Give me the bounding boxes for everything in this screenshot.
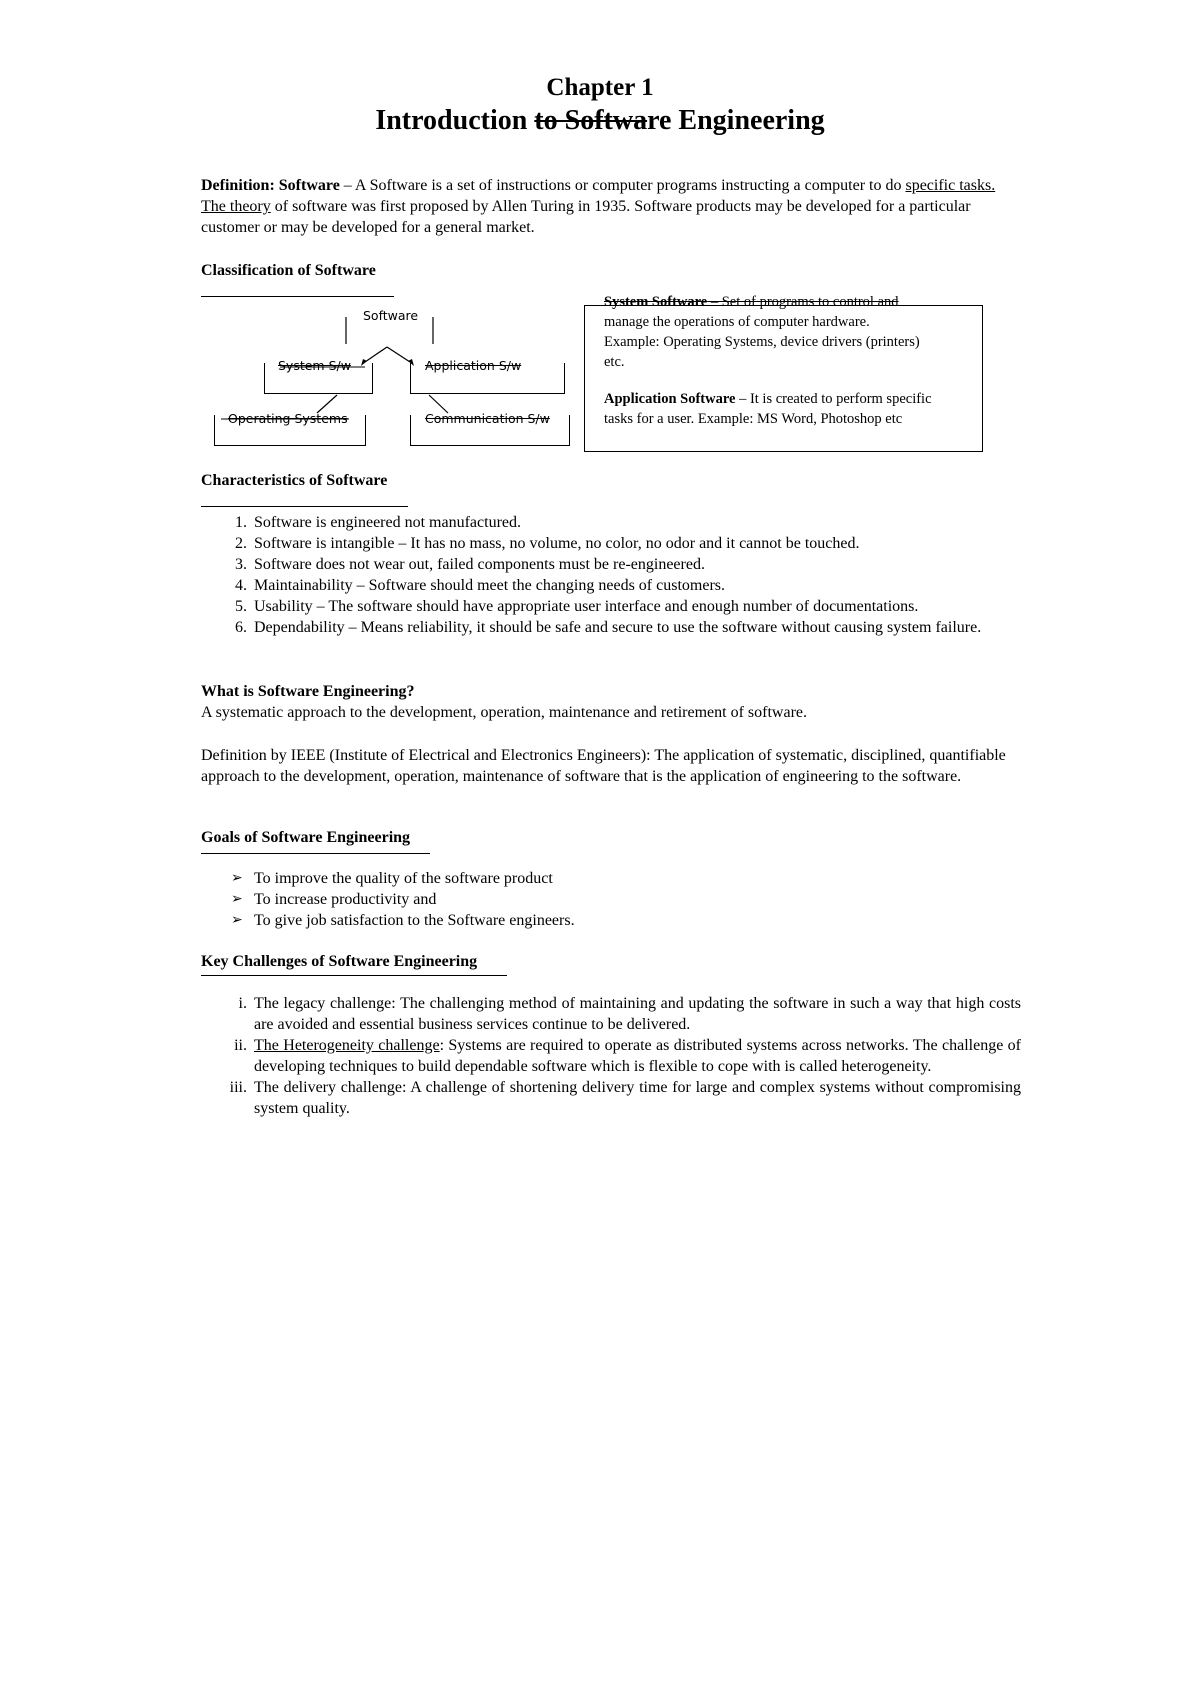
application-software-label: Application Software (604, 391, 736, 407)
list-item (201, 993, 1021, 1035)
software-types-text (604, 292, 982, 429)
system-software-line-3: Example: Operating Systems, device drivers (printers) (604, 334, 920, 350)
system-software-label: System Software (604, 294, 708, 310)
title-part-1: Introduction (375, 105, 535, 136)
list-item (201, 575, 1021, 596)
list-item-number: i. (238, 995, 247, 1012)
list-item (201, 533, 1021, 554)
what-is-heading: What is Software Engineering? (201, 683, 415, 700)
system-software-text: – Set of programs to control and (707, 294, 899, 310)
list-item-number: 5. (235, 598, 247, 615)
list-item-number: 4. (235, 577, 247, 594)
list-item (201, 512, 1021, 533)
list-item (201, 868, 1021, 889)
list-item-text: To give job satisfaction to the Software engineers. (254, 912, 575, 929)
ieee-definition: Definition by IEEE (Institute of Electrical and Electronics Engineers): The application of systematic, disciplined, quantifiable approach to the development, operation, maintenance of software that is the application of engineering to the software. (201, 747, 1006, 785)
list-item-underlined: The Heterogeneity challenge (254, 1037, 440, 1054)
list-item-number: 3. (235, 556, 247, 573)
arrow-bullet-icon: ➢ (231, 871, 243, 886)
list-item-text: Software is engineered not manufactured. (254, 514, 522, 531)
list-item-text: : Systems are required to operate as distributed systems across networks. The challenge of developing techniques to build dependable software which is flexible to cope with is called heterogeneity. (254, 1037, 1022, 1075)
definition-text-2: of software was first proposed by Allen Turing in 1935. Software products may be developed for a particular customer or may be developed for a general market. (201, 198, 971, 236)
list-item-number: iii. (229, 1079, 247, 1096)
goals-heading: Goals of Software Engineering (201, 829, 411, 846)
list-item (201, 554, 1021, 575)
communication-sw-label: Communication S/w (425, 411, 550, 426)
list-item (201, 1077, 1021, 1119)
system-software-line-2: manage the operations of computer hardware. (604, 314, 870, 330)
challenges-heading: Key Challenges of Software Engineering (201, 953, 478, 970)
challenges-rule (201, 975, 507, 976)
classification-heading: Classification of Software (201, 262, 376, 279)
title-part-3: re Engineering (647, 105, 825, 136)
system-software-line (604, 292, 982, 312)
list-item-text: To increase productivity and (254, 891, 437, 908)
application-software-line (604, 389, 982, 409)
application-software-line-2: tasks for a user. Example: MS Word, Photoshop etc (604, 411, 903, 427)
characteristics-list (201, 512, 1021, 638)
definition-paragraph (201, 175, 1021, 238)
arrow-bullet-icon: ➢ (231, 892, 243, 907)
system-software-line-4: etc. (604, 354, 625, 370)
arrow-bullet-icon: ➢ (231, 913, 243, 928)
chapter-label: Chapter 1 (546, 74, 654, 101)
list-item (201, 596, 1021, 617)
list-item-text: To improve the quality of the software product (254, 870, 553, 887)
application-software-text: – It is created to perform specific (735, 391, 932, 407)
list-item-text: The legacy challenge: The challenging method of maintaining and updating the software in such a way that high costs are avoided and essential business services continue to be delivered. (254, 995, 1021, 1033)
characteristics-heading: Characteristics of Software (201, 472, 388, 489)
definition-underlined: specific tasks. The theory (201, 177, 996, 215)
title-struck-part: to Softwa (534, 105, 648, 136)
list-item-text: The delivery challenge: A challenge of shortening delivery time for large and complex systems without compromising system quality. (254, 1079, 1021, 1117)
goals-rule (201, 853, 430, 854)
challenges-list (201, 993, 1021, 1119)
system-sw-label: System S/w (278, 358, 351, 373)
definition-label: Definition: Software (201, 177, 340, 194)
list-item-text: Maintainability – Software should meet the changing needs of customers. (254, 577, 725, 594)
list-item-number: 1. (235, 514, 247, 531)
list-item-number: 2. (235, 535, 247, 552)
list-item (201, 889, 1021, 910)
list-item-text: Usability – The software should have appropriate user interface and enough number of documentations. (254, 598, 919, 615)
classification-diagram (201, 290, 591, 470)
list-item-number: ii. (234, 1037, 247, 1054)
list-item-text: Dependability – Means reliability, it should be safe and secure to use the software without causing system failure. (254, 619, 982, 636)
list-item-number: 6. (235, 619, 247, 636)
goals-list (201, 868, 1021, 931)
diagram-root-label: Software (363, 308, 419, 323)
characteristics-rule (201, 506, 408, 507)
list-item (201, 1035, 1021, 1077)
page-title (0, 105, 1200, 137)
list-item-text: Software does not wear out, failed components must be re-engineered. (254, 556, 705, 573)
list-item-text: Software is intangible – It has no mass, no volume, no color, no odor and it cannot be touched. (254, 535, 860, 552)
list-item (201, 617, 1021, 638)
operating-systems-label: Operating Systems (228, 411, 348, 426)
list-item (201, 910, 1021, 931)
application-sw-label: Application S/w (425, 358, 522, 373)
what-is-text: A systematic approach to the development, operation, maintenance and retirement of software. (201, 704, 807, 721)
definition-text-1: – A Software is a set of instructions or computer programs instructing a computer to do (339, 177, 906, 194)
